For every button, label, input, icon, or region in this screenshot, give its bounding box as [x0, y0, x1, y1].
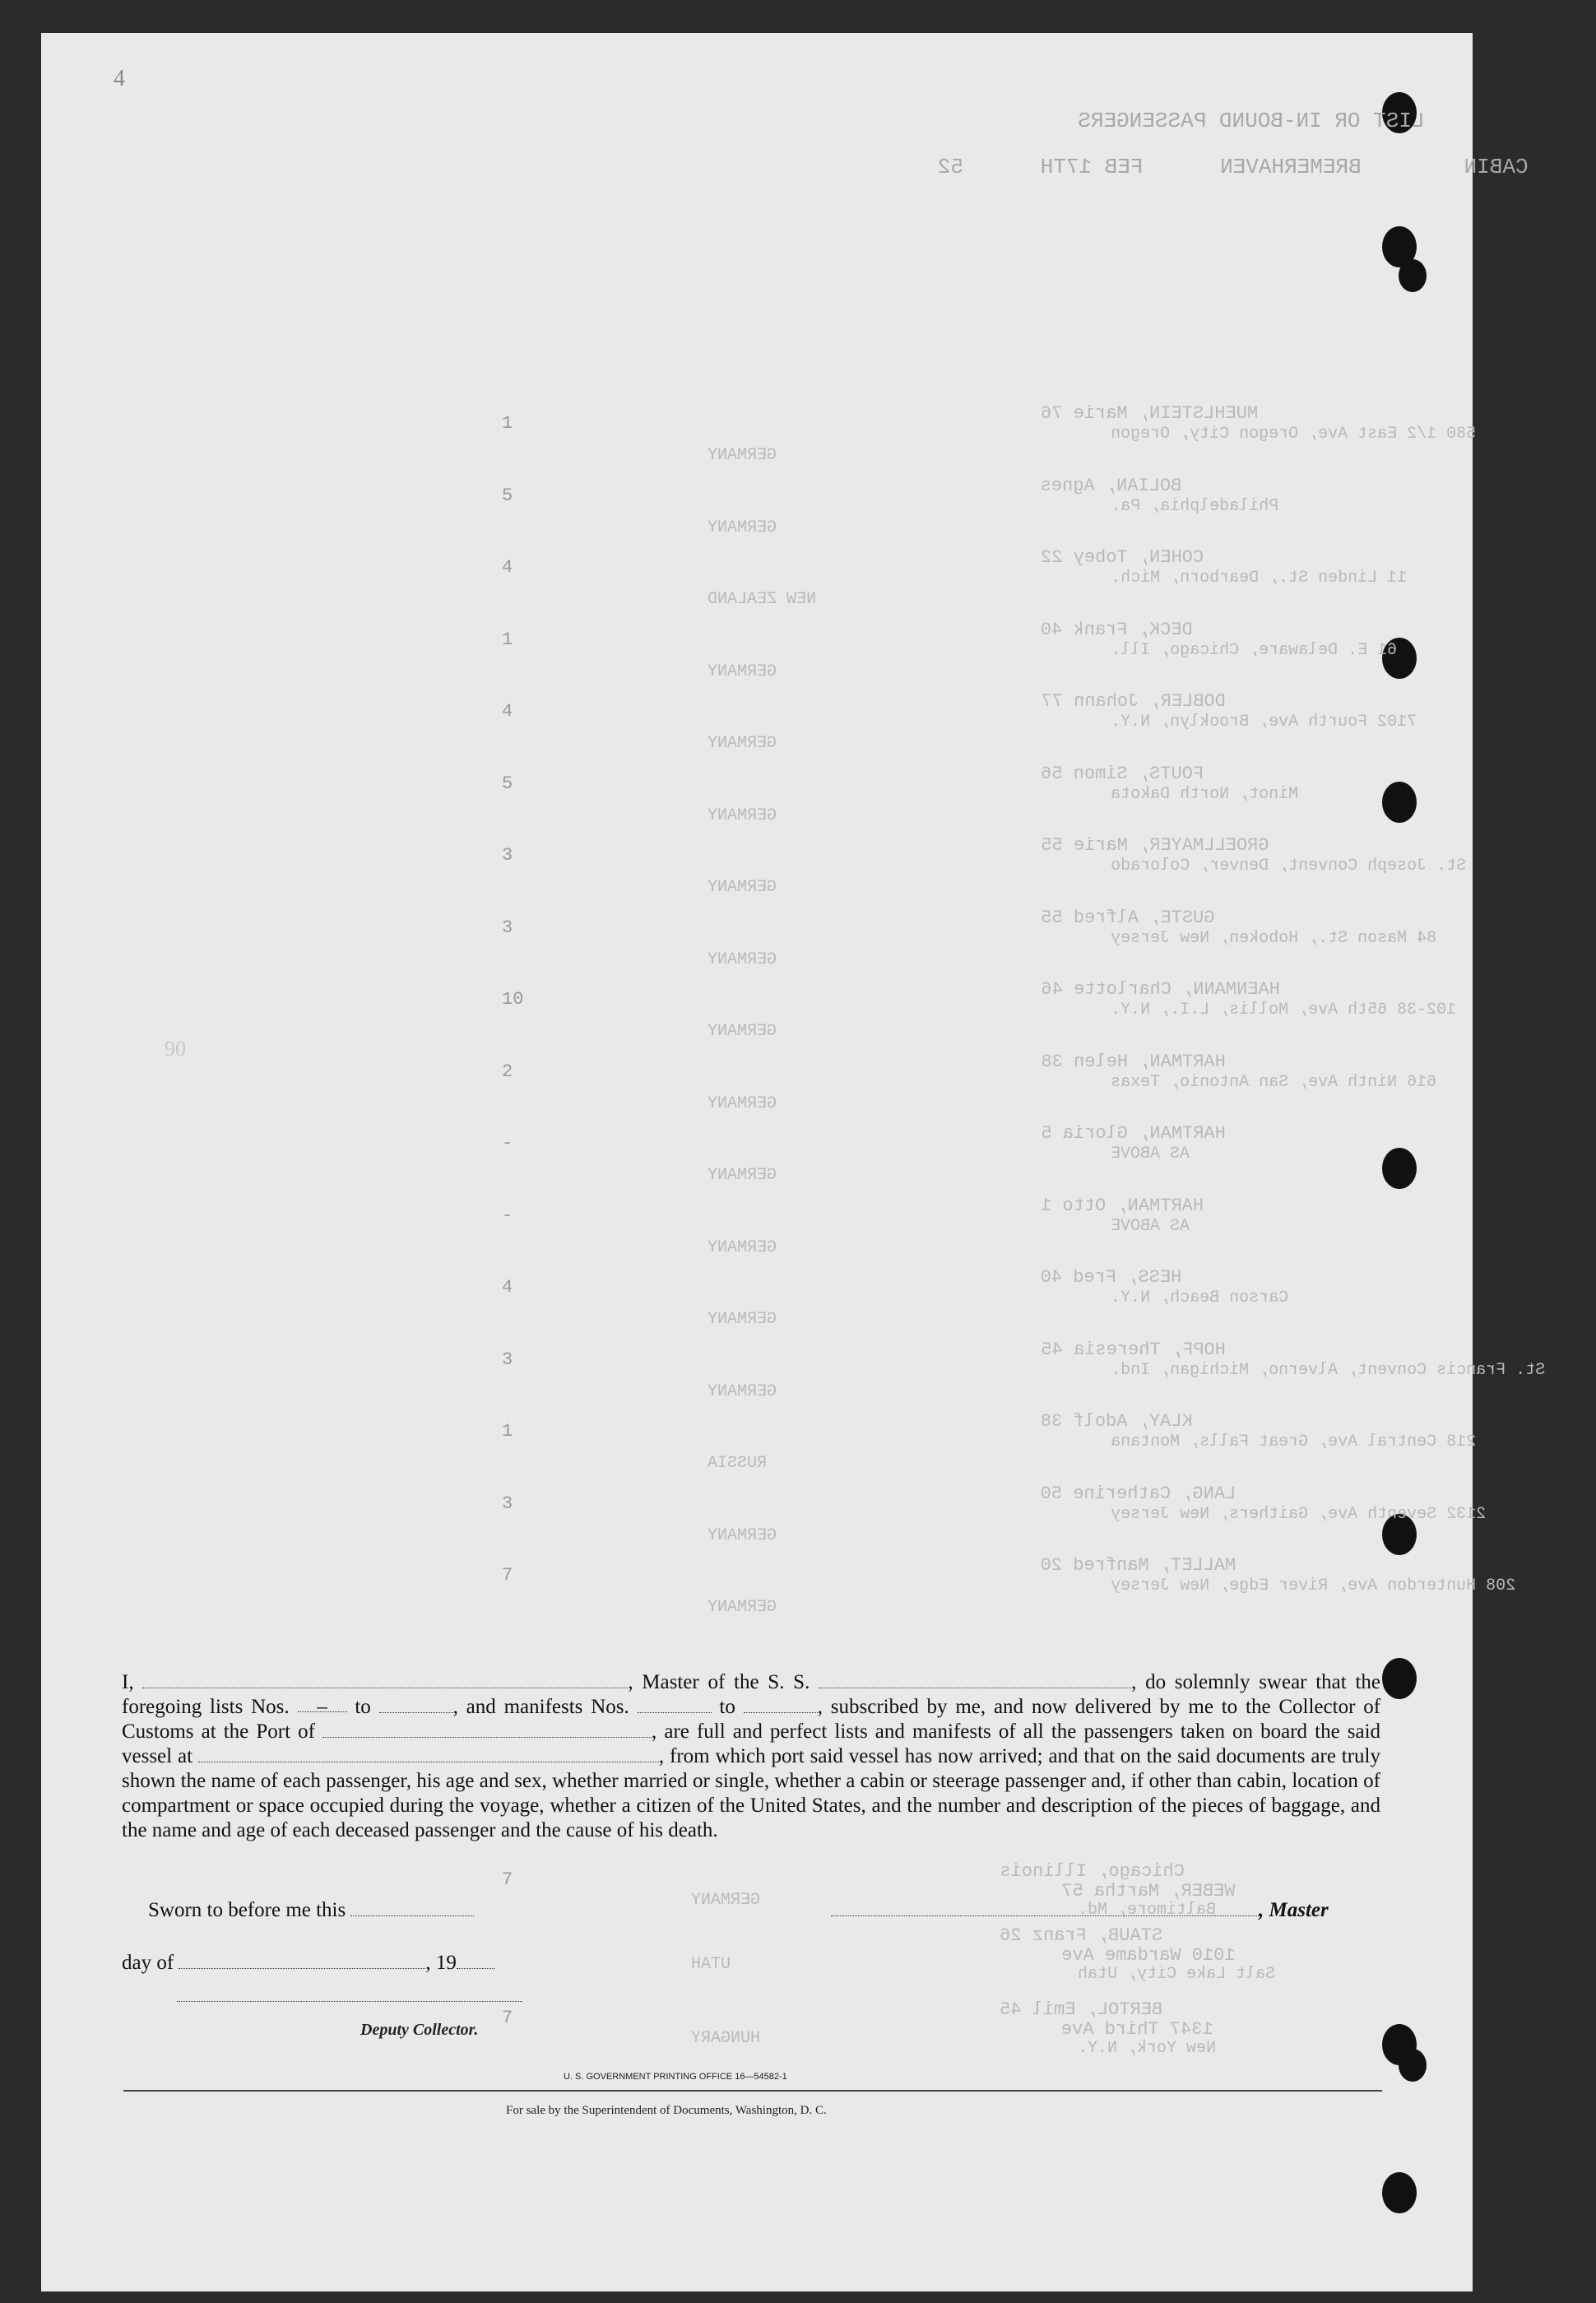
bleed-text: CABIN [1464, 155, 1529, 179]
oath-text: , from which port said vessel has now arrived; and that on the said documents are truly shown the name of each passenger, his age and sex, whether married or single, whether a cabin or steerage passenger and, if other than cabin, location of compartment or space occupied during the voyage, whether a citizen of the United States, and the number and description of the pieces of baggage, and the name and age of each deceased passenger and the cause of his death. [122, 1745, 1381, 1841]
bleed-header-line-1 [938, 155, 1529, 179]
page-corner-mark: 4 [114, 66, 125, 91]
bleed-row-address: 84 Mason St., Hoboken, New Jersey [1111, 928, 1437, 948]
bleed-row-name: HESS, Fred 40 [1041, 1267, 1182, 1288]
bleed-row-nationality: GERMANY [708, 518, 777, 537]
master-signature-line [831, 1899, 1329, 1922]
bleed-row-name: BERTOL, Emil 45 [1000, 1999, 1163, 2020]
manifest-page [41, 33, 1546, 2291]
bleed-row-number: 3 [502, 1493, 513, 1514]
bleed-row-address: New York, N.Y. [1078, 2039, 1217, 2058]
bleed-row-number: - [502, 1133, 513, 1154]
bleed-row-address: 616 Ninth Ave, San Antonio, Texas [1111, 1072, 1437, 1092]
bleed-row-nationality: UTAH [691, 1955, 731, 1974]
oath-text: , do solemnly swear that the foregoing lists Nos. [122, 1671, 1380, 1718]
bleed-row-nationality: GERMANY [708, 1310, 777, 1329]
punch-hole [1382, 1658, 1417, 1699]
bleed-row-name: MUEHLSTEIN, Marie 76 [1041, 403, 1259, 424]
lists-from-field[interactable] [298, 1695, 347, 1718]
bleed-row-nationality: GERMANY [708, 1022, 777, 1041]
bleed-row-nationality: GERMANY [708, 950, 777, 969]
bleed-row-nationality: HUNGARY [691, 2029, 761, 2048]
bleed-row-nationality: GERMANY [708, 446, 777, 465]
bleed-row-name: STAUB, Franz 26 [1000, 1925, 1163, 1946]
bleed-row-nationality: GERMANY [708, 1237, 777, 1257]
deputy-signature-field[interactable] [177, 1985, 522, 2002]
year-field[interactable] [457, 1952, 494, 1969]
margin-mark: 90 [165, 1037, 186, 1061]
oath-text: , subscribed by me, and now delivered by me to the Collector of Customs at the Port of [122, 1696, 1381, 1743]
bleed-row-number: 1 [502, 413, 513, 434]
bleed-text: BREMERHAVEN [1220, 155, 1362, 179]
bleed-row-address: 208 Hunterdon Ave, River Edge, New Jersey [1111, 1576, 1516, 1595]
bleed-row-address: St. Joseph Convent, Denver, Colorado [1111, 857, 1467, 875]
bleed-row-name: BOLIAN, Agnes [1041, 475, 1182, 496]
bleed-row-address: Salt Lake City, Utah [1078, 1965, 1276, 1984]
manifests-from-field[interactable] [638, 1696, 712, 1713]
departure-port-field[interactable] [198, 1745, 659, 1762]
master-label: , Master [1259, 1899, 1329, 1921]
bleed-row-nationality: GERMANY [708, 1381, 777, 1401]
oath-text: I, [122, 1671, 134, 1693]
port-field[interactable] [322, 1720, 652, 1738]
bleed-row-number: 1 [502, 1421, 513, 1442]
bleed-row-number: 10 [502, 989, 524, 1010]
bleed-title: LIST OR IN-BOUND PASSENGERS [1078, 109, 1425, 133]
sworn-label: Sworn to before me this [148, 1899, 346, 1921]
bleed-row-number: 7 [502, 1869, 513, 1890]
oath-text: , Master of the S. S. [628, 1671, 810, 1693]
punch-hole [1382, 1148, 1417, 1189]
punch-hole [1382, 782, 1417, 823]
bleed-row-name: HARTMAN, Gloria 5 [1041, 1123, 1226, 1144]
bleed-row-number: 4 [502, 1277, 513, 1298]
master-name-field[interactable] [142, 1671, 628, 1688]
punch-hole [1399, 2049, 1427, 2082]
bleed-row-address: AS ABOVE [1111, 1145, 1190, 1163]
footer-rule [123, 2090, 1382, 2092]
bleed-row-address: St. Francis Convent, Alverno, Michigan, Ind. [1111, 1360, 1546, 1380]
punch-hole [1382, 2172, 1417, 2213]
bleed-row-name: COHEN, Tobey 22 [1041, 547, 1204, 568]
bleed-row-name: MALLET, Manfred 20 [1041, 1555, 1236, 1576]
sworn-day-field[interactable] [350, 1899, 474, 1916]
master-oath [122, 1670, 1380, 1843]
bleed-row-nationality: GERMANY [708, 1093, 777, 1113]
bleed-row-address: 7102 Fourth Ave, Brooklyn, N.Y. [1111, 713, 1417, 731]
bleed-row-name: KLAY, Adolf 38 [1041, 1411, 1193, 1432]
bleed-row-address: 218 Central Ave, Great Falls, Montana [1111, 1432, 1477, 1451]
bleed-row-name: LANG, Catherine 50 [1041, 1483, 1236, 1504]
oath-text: to [355, 1696, 371, 1718]
printer-imprint: U. S. GOVERNMENT PRINTING OFFICE 16—54582-1 [564, 2072, 787, 2082]
day-of-label: day of [122, 1952, 174, 1974]
bleed-row-nationality: GERMANY [708, 1166, 777, 1185]
oath-text: to [719, 1696, 735, 1718]
bleed-row-address: Carson Beach, N.Y. [1111, 1288, 1289, 1307]
bleed-row-nationality: GERMANY [708, 1525, 777, 1545]
bleed-row-number: 3 [502, 845, 513, 866]
bleed-row-address: 1347 Third Ave [1061, 2019, 1213, 2040]
bleed-row-nationality: GERMANY [691, 1891, 761, 1910]
bleed-row-name: GUSTE, Alfred 55 [1041, 907, 1215, 928]
bleed-row-address: 1010 Wardame Ave [1061, 1945, 1236, 1966]
bleed-row-address: 11 Linden St., Dearborn, Mich. [1111, 569, 1408, 587]
bleed-row-number: - [502, 1205, 513, 1226]
master-signature-field[interactable] [831, 1899, 1259, 1916]
bleed-row-address: AS ABOVE [1111, 1216, 1190, 1236]
bleed-row-number: 4 [502, 701, 513, 722]
lists-to-field[interactable] [379, 1696, 453, 1713]
manifests-to-field[interactable] [744, 1696, 818, 1713]
footer-text: For sale by the Superintendent of Documents, Washington, D. C. [506, 2104, 827, 2117]
bleed-row-address: 580 1/2 East Ave, Oregon City, Oregon [1111, 425, 1477, 443]
bleed-row-number: 5 [502, 485, 513, 506]
oath-text: , are full and perfect lists and manifests of all the passengers taken on board the said vessel at [122, 1720, 1381, 1767]
vessel-name-field[interactable] [819, 1671, 1131, 1688]
bleed-row-number: 7 [502, 1565, 513, 1586]
year-label: , 19 [425, 1952, 457, 1974]
bleed-row-address: 2132 Seventh Ave, Gaithers, New Jersey [1111, 1504, 1487, 1524]
bleed-row-name: HOPF, Theresia 45 [1041, 1339, 1226, 1360]
bleed-row-number: 5 [502, 773, 513, 794]
bleed-row-number: 3 [502, 1349, 513, 1370]
field-value: – [317, 1696, 327, 1718]
bleed-row-number: 2 [502, 1061, 513, 1082]
day-of-field[interactable] [179, 1952, 425, 1969]
bleed-text: FEB 17TH [1040, 155, 1144, 179]
oath-text: , and manifests Nos. [452, 1696, 629, 1718]
bleed-row-address: 61 E. Delaware, Chicago, Ill. [1111, 640, 1398, 660]
bleed-row-nationality: RUSSIA [708, 1454, 768, 1473]
bleed-row-number: 7 [502, 2008, 513, 2028]
bleed-row-name: Chicago, Illinois [1000, 1861, 1185, 1882]
bleed-row-address: Baltimore, Md. [1078, 1901, 1217, 1920]
bleed-row-address: WEBER, Martha 57 [1061, 1881, 1236, 1901]
sworn-line [148, 1899, 474, 1922]
bleed-row-nationality: GERMANY [708, 662, 777, 681]
bleed-row-address: 102-38 65th Ave, Mollis, L.I., N.Y. [1111, 1001, 1457, 1019]
bleed-row-name: HARTMAN, Helen 38 [1041, 1051, 1226, 1072]
bleed-row-name: DECK, Frank 40 [1041, 619, 1193, 640]
bleed-row-number: 1 [502, 629, 513, 650]
bleed-row-number: 4 [502, 557, 513, 578]
bleed-row-nationality: GERMANY [708, 1598, 777, 1617]
bleed-row-nationality: NEW ZEALAND [708, 590, 817, 609]
bleed-row-name: DOBLER, Johann 77 [1041, 691, 1226, 712]
bleed-row-name: HAENMANN, Charlotte 46 [1041, 979, 1280, 1000]
bleed-row-nationality: GERMANY [708, 734, 777, 753]
deputy-signature-line [177, 1985, 522, 2008]
bleed-row-name: FOUTS, Simon 56 [1041, 763, 1204, 784]
bleed-row-nationality: GERMANY [708, 878, 777, 897]
bleed-row-name: GROELLMAYER, Marie 55 [1041, 835, 1269, 856]
punch-hole [1399, 259, 1427, 292]
day-of-line [122, 1952, 494, 1975]
deputy-collector-label: Deputy Collector. [360, 2021, 479, 2039]
bleed-text: 52 [938, 155, 964, 179]
bleed-row-name: HARTMAN, Otto 1 [1041, 1195, 1204, 1216]
bleed-row-address: Philadelphia, Pa. [1111, 496, 1279, 516]
bleed-row-address: Minot, North Dakota [1111, 784, 1299, 804]
bleed-row-nationality: GERMANY [708, 806, 777, 825]
bleed-row-number: 3 [502, 917, 513, 938]
